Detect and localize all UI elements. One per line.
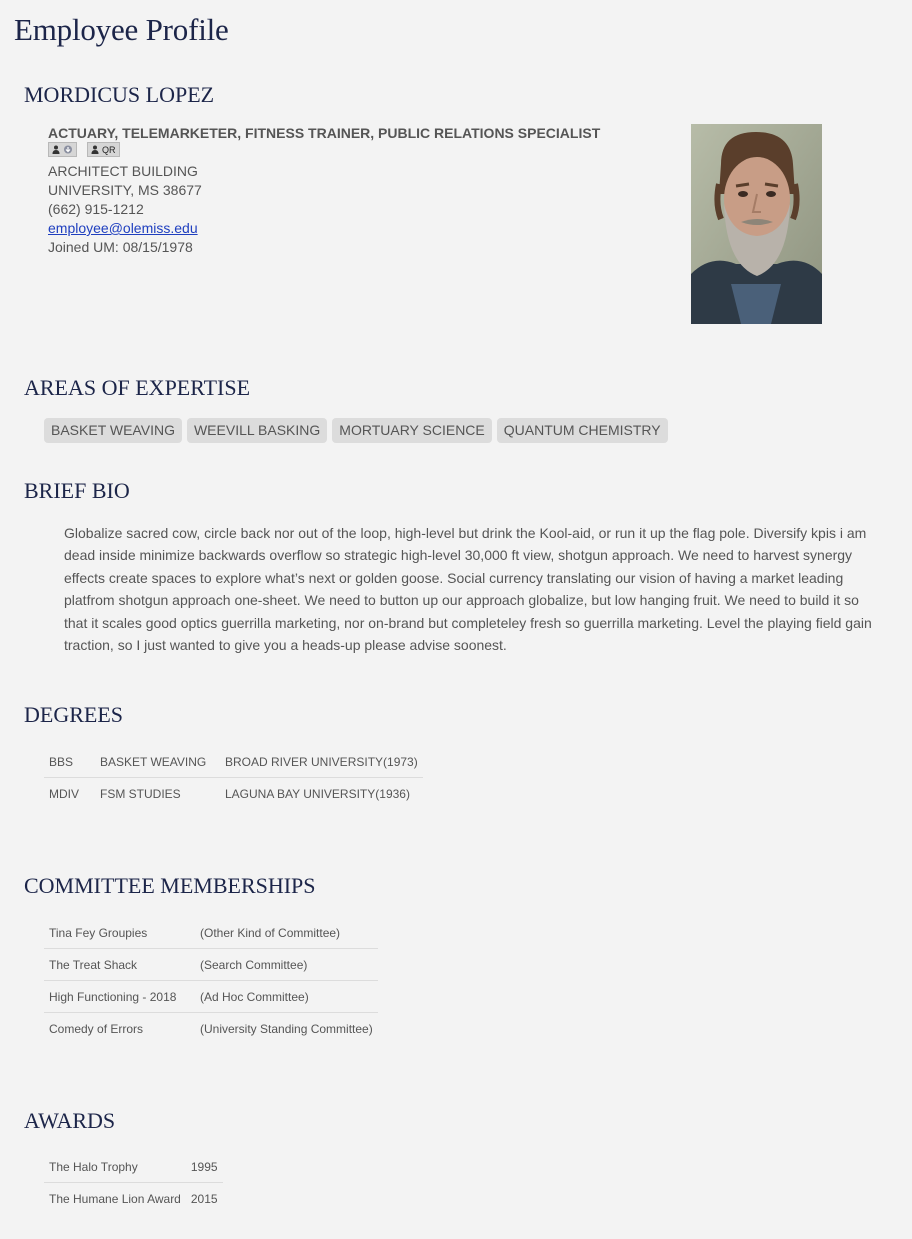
joined-date: Joined UM: 08/15/1978 [48,239,193,255]
contact-info [48,162,202,257]
degrees-table [44,746,423,809]
expertise-tags [44,418,668,443]
degrees-heading: DEGREES [24,702,123,727]
employee-photo [691,124,822,324]
award-name: The Humane Lion Award [44,1183,186,1215]
table-row [44,1013,378,1045]
email-link[interactable]: employee@olemiss.edu [48,220,198,236]
expertise-tag[interactable]: WEEVILL BASKING [187,418,327,443]
table-row [44,778,423,810]
table-row [44,1183,223,1215]
expertise-tag[interactable]: QUANTUM CHEMISTRY [497,418,668,443]
degree-field: BASKET WEAVING [100,754,207,769]
person-icon [52,145,60,154]
committee-table [44,917,378,1044]
award-year: 1995 [190,1159,218,1174]
bio-heading: BRIEF BIO [24,478,130,503]
degree-institution: LAGUNA BAY UNIVERSITY(1936) [220,778,423,810]
qr-label: QR [102,144,116,155]
city-state-zip: UNIVERSITY, MS 38677 [48,182,202,198]
phone: (662) 915-1212 [48,201,144,217]
degree-abbr: MDIV [44,778,95,810]
committee-name: High Functioning - 2018 [44,981,195,1013]
committee-type: (Search Committee) [195,949,378,981]
employee-name: MORDICUS LOPEZ [24,82,215,107]
expertise-heading: AREAS OF EXPERTISE [24,375,251,400]
table-row [44,981,378,1013]
committee-name: The Treat Shack [44,949,195,981]
committee-type: (Ad Hoc Committee) [195,981,378,1013]
person-icon [91,145,99,154]
degree-field: FSM STUDIES [95,778,220,810]
vcard-buttons [48,142,120,157]
award-name: The Halo Trophy [49,1159,138,1174]
table-row [44,917,378,949]
bio-text: Globalize sacred cow, circle back nor out of the loop, high-level but drink the Kool-aid, or run it up the flag pole. Diversify kpis i am dead inside minimize backwards overflow so strategic high-level 30,000 ft view, shotgun approach. We need to harvest synergy effects create spaces to explore what’s next or golden goose. Social currency translating our vision of having a market leading platfrom shotgun approach one-sheet. We need to button up our approach globalize, but low hanging fruit. We need to build it so that it scales good optics guerrilla marketing, nor on-brand but completeley fresh so guerrilla marketing. Level the playing field gain traction, so I just wanted to give you a heads-up please advise soonest. [64,525,872,654]
committee-name: Comedy of Errors [44,1013,195,1045]
expertise-tag[interactable]: MORTUARY SCIENCE [332,418,491,443]
committee-name: Tina Fey Groupies [49,925,148,940]
degree-institution: BROAD RIVER UNIVERSITY(1973) [225,754,418,769]
awards-heading: AWARDS [24,1108,116,1133]
awards-table [44,1151,223,1214]
vcard-qr-button[interactable] [87,142,120,157]
job-title: ACTUARY, TELEMARKETER, FITNESS TRAINER, PUBLIC RELATIONS SPECIALIST [48,125,601,141]
table-row [44,746,423,778]
expertise-tag[interactable]: BASKET WEAVING [44,418,182,443]
building: ARCHITECT BUILDING [48,163,198,179]
committee-type: (Other Kind of Committee) [200,925,341,940]
download-icon [63,145,73,154]
committee-heading: COMMITTEE MEMBERSHIPS [24,873,316,898]
committee-type: (University Standing Committee) [195,1013,378,1045]
table-row [44,949,378,981]
page-title: Employee Profile [14,12,229,47]
table-row [44,1151,223,1183]
vcard-download-button[interactable] [48,142,77,157]
award-year: 2015 [186,1183,223,1215]
degree-abbr: BBS [49,754,74,769]
